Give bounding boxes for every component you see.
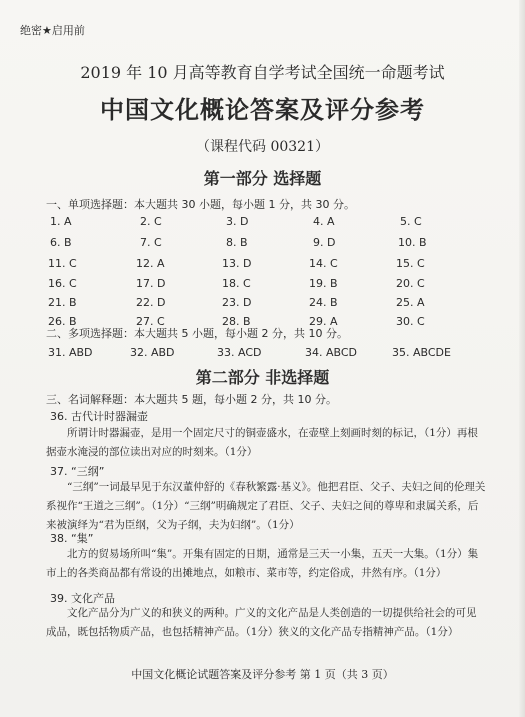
answer-item: 22. D [136,296,166,309]
page-footer: 中国文化概论试题答案及评分参考 第 1 页（共 3 页） [131,668,394,681]
answer-item: 17. D [136,277,166,290]
item-heading: 37. “三纲” [50,465,105,478]
answer-item: 32. ABD [130,346,175,359]
answer-item: 27. C [136,315,165,328]
answer-item: 30. C [396,315,425,328]
answer-item: 6. B [50,236,72,249]
section3-heading: 三、名词解释题：本大题共 5 题，每小题 2 分，共 10 分。 [46,393,337,406]
answer-item: 11. C [48,257,77,270]
part2-title: 第二部分 非选择题 [195,368,330,387]
answer-item: 15. C [396,257,425,270]
answer-item: 4. A [313,215,335,228]
page-edge [519,0,525,717]
item-body: 所谓计时器漏壶，是用一个固定尺寸的铜壶盛水，在壶壁上刻画时刻的标记，（1分）再根据壶水淹浸的部位读出对应的时刻来。（1分） [46,427,478,458]
answer-item: 28. B [222,315,251,328]
answer-item: 23. D [222,296,252,309]
answer-item: 19. B [309,277,338,290]
page-title: 中国文化概论答案及评分参考 [100,96,425,124]
exam-title: 2019 年 10 月高等教育自学考试全国统一命题考试 [80,63,445,82]
part1-title: 第一部分 选择题 [203,169,322,188]
answer-item: 24. B [309,296,338,309]
answer-item: 21. B [48,296,77,309]
section2-heading: 二、多项选择题：本大题共 5 小题，每小题 2 分，共 10 分。 [46,327,348,340]
answer-item: 13. D [222,257,252,270]
answer-item: 3. D [226,215,249,228]
answer-item: 1. A [50,215,72,228]
answer-item: 35. ABCDE [392,346,451,359]
answer-item: 25. A [396,296,425,309]
answer-item: 29. A [309,315,338,328]
item-heading: 38. “集” [50,532,94,545]
answer-item: 5. C [400,215,422,228]
secret-label: 绝密★启用前 [20,24,85,37]
section1-heading: 一、单项选择题：本大题共 30 小题，每小题 1 分，共 30 分。 [46,198,355,211]
answer-item: 20. C [396,277,425,290]
item-heading: 36. 古代计时器漏壶 [50,410,148,423]
answer-item: 18. C [222,277,251,290]
course-code: （课程代码 00321） [196,139,329,155]
answer-item: 12. A [136,257,165,270]
item-body: 文化产品分为广义的和狭义的两种。广义的文化产品是人类创造的一切提供给社会的可见成品，既包括物质产品，也包括精神产品。（1分）狭义的文化产品专指精神产品。（1分） [46,607,477,638]
item-body: “三纲”一词最早见于东汉董仲舒的《春秋繁露·基义》。他把君臣、父子、夫妇之间的伦理关系视作“王道之三纲”。（1分）“三纲”明确规定了君臣、父子、夫妇之间的尊卑和隶属关系，后来被演绎为“君为臣纲，父为子纲，夫为妇纲”。（1分） [46,481,486,531]
item-body: 北方的贸易场所叫“集”。开集有固定的日期，通常是三天一小集，五天一大集。（1分）集市上的各类商品都有常设的出摊地点，如粮市、菜市等，约定俗成，井然有序。（1分） [46,548,479,579]
answer-item: 26. B [48,315,77,328]
answer-item: 2. C [140,215,162,228]
answer-item: 9. D [313,236,336,249]
answer-item: 34. ABCD [305,346,358,359]
answer-item: 31. ABD [48,346,93,359]
answer-item: 33. ACD [217,346,262,359]
answer-item: 7. C [140,236,162,249]
answer-item: 14. C [309,257,338,270]
item-heading: 39. 文化产品 [50,592,115,605]
answer-item: 10. B [398,236,427,249]
answer-item: 16. C [48,277,77,290]
answer-item: 8. B [226,236,248,249]
